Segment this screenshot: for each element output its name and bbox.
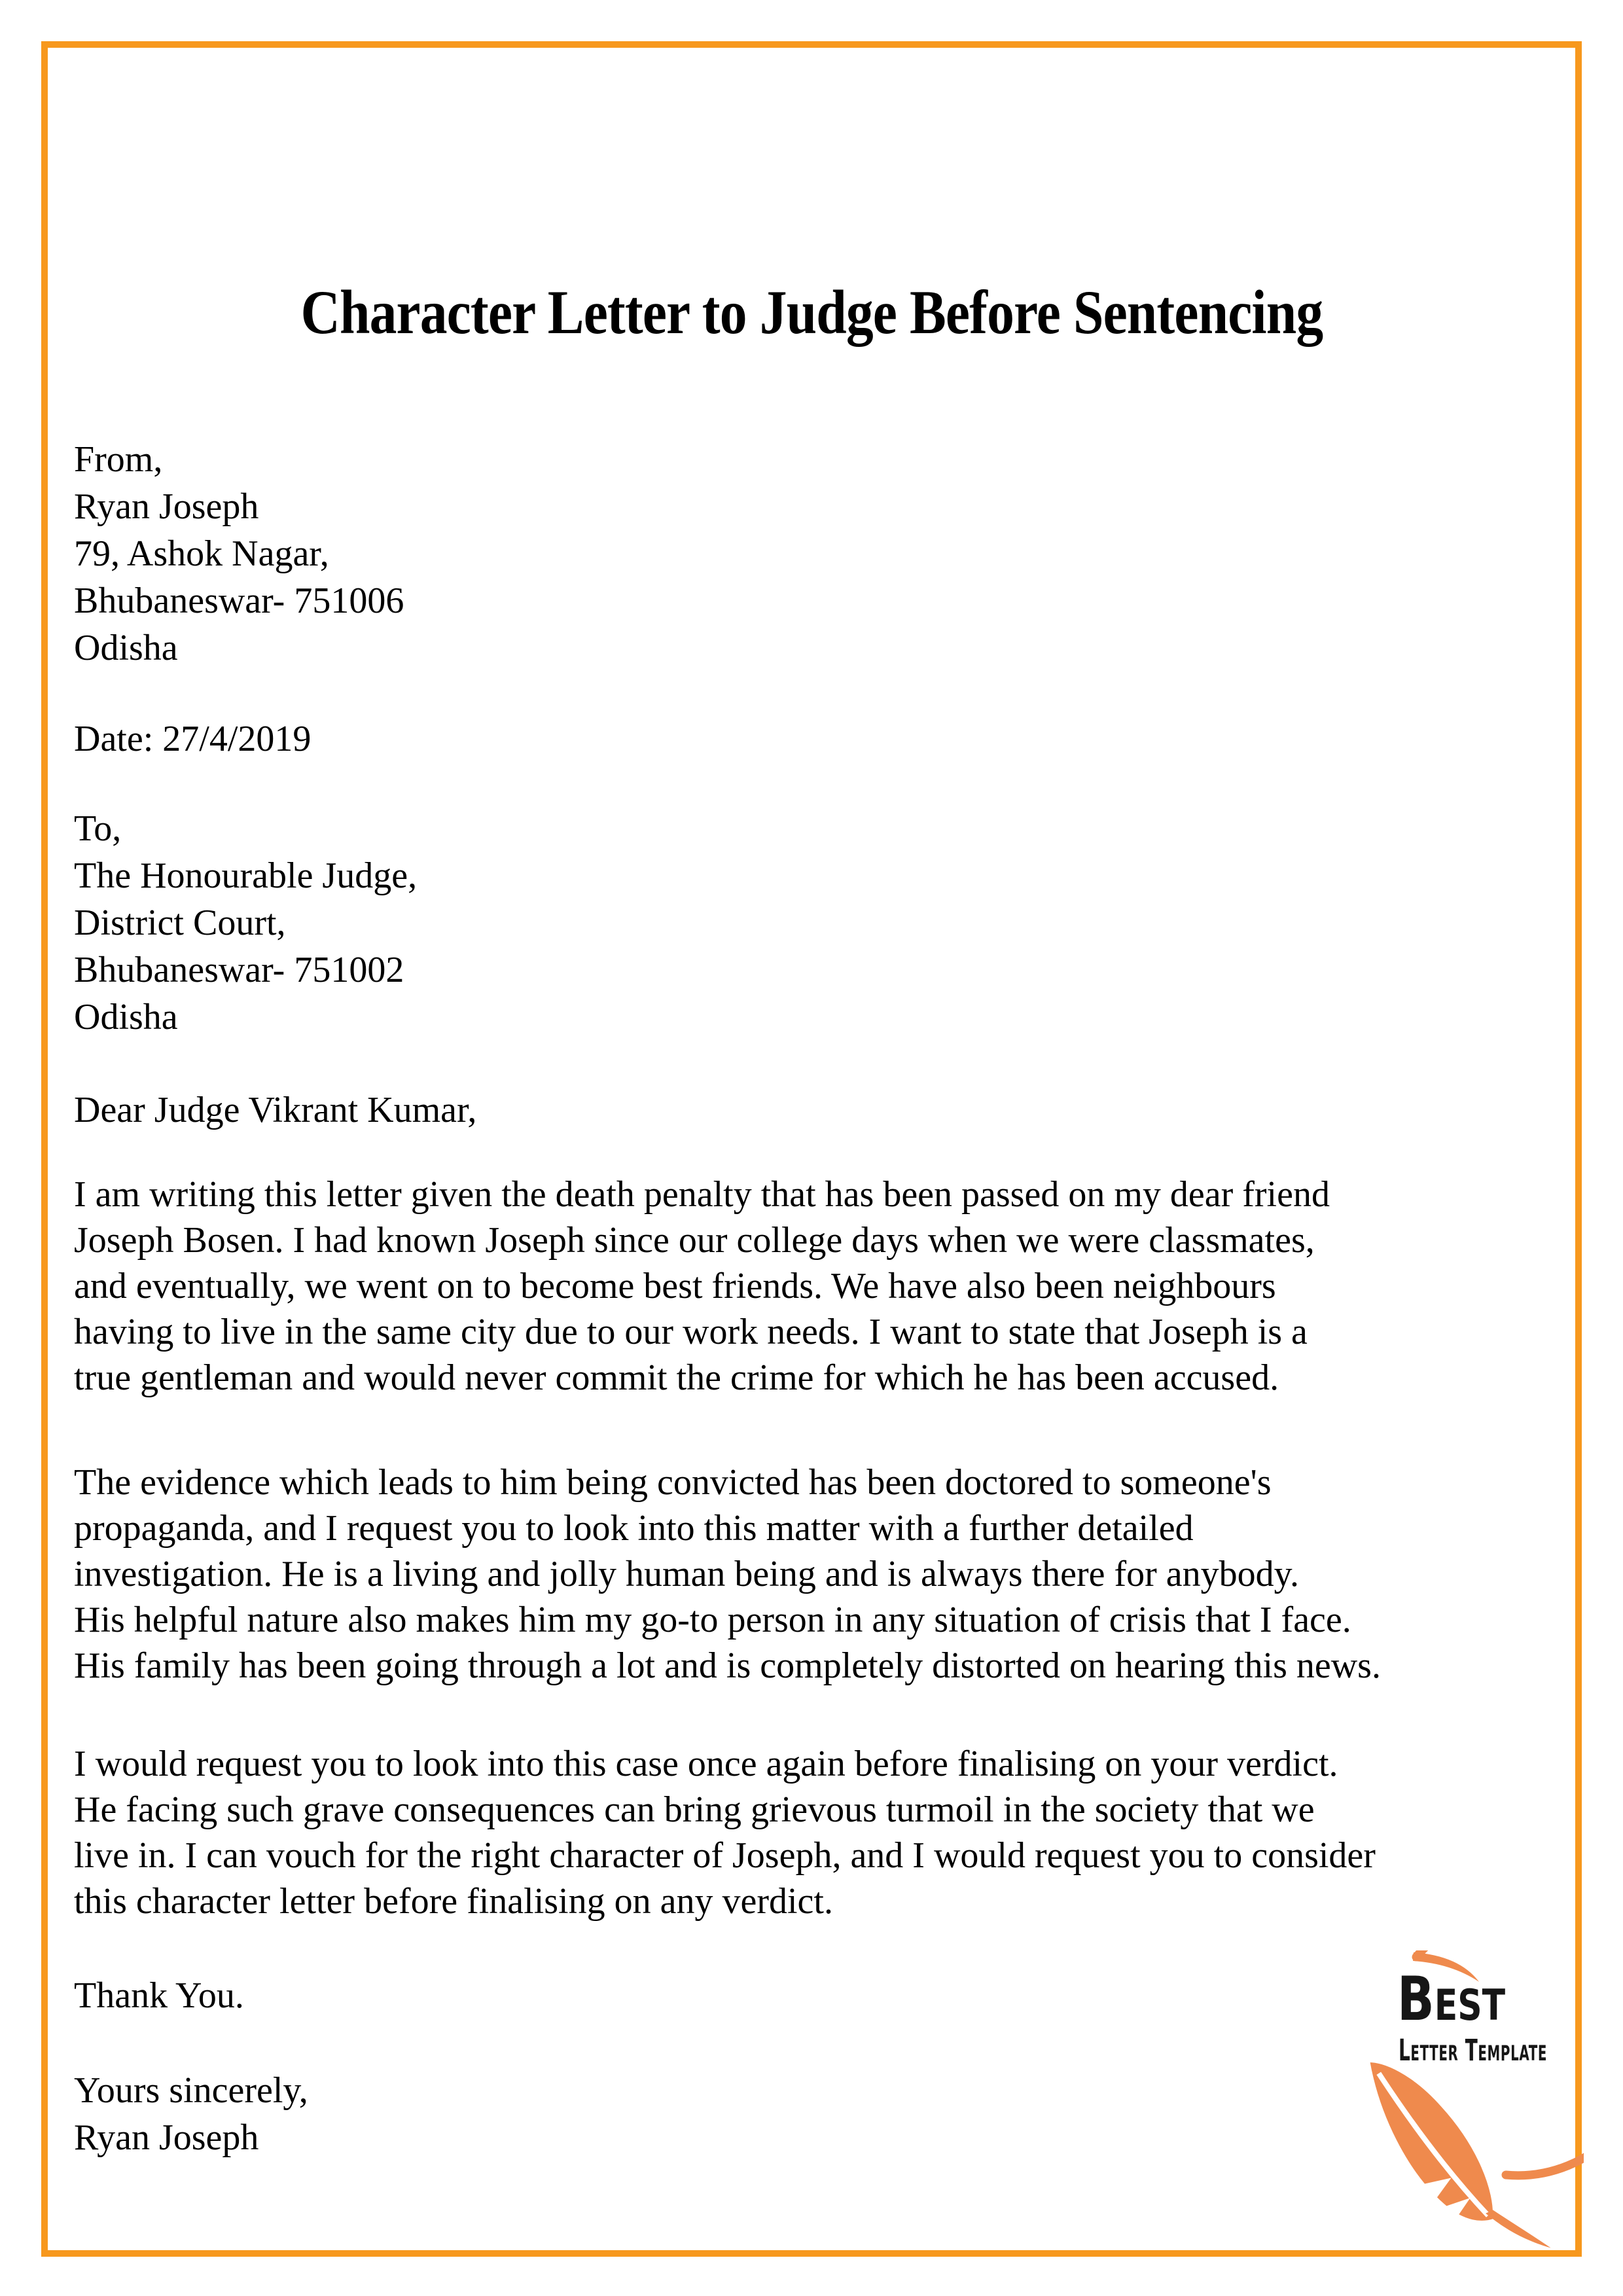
paragraph-line: live in. I can vouch for the right character of Joseph, and I would request you to consider: [74, 1835, 1376, 1876]
paragraph-line: true gentleman and would never commit the crime for which he has been accused.: [74, 1357, 1279, 1398]
paragraph-line: He facing such grave consequences can bring grievous turmoil in the society that we: [74, 1789, 1315, 1830]
paragraph-line: investigation. He is a living and jolly human being and is always there for anybody.: [74, 1554, 1299, 1594]
to-line: Odisha: [74, 997, 178, 1037]
paragraph-line: I am writing this letter given the death penalty that has been passed on my dear friend: [74, 1174, 1330, 1215]
to-line: The Honourable Judge,: [74, 855, 418, 896]
body-paragraph-1: [74, 1172, 1540, 1401]
to-line: To,: [74, 808, 122, 849]
page-border-frame: [41, 41, 1582, 2257]
from-line: 79, Ashok Nagar,: [74, 533, 329, 574]
body-paragraph-3: [74, 1741, 1540, 1924]
to-line: District Court,: [74, 903, 286, 943]
logo-title: Best: [1397, 1964, 1506, 2034]
page-title-text: Character Letter to Judge Before Sentencing: [300, 278, 1323, 347]
paragraph-line: I would request you to look into this case once again before finalising on your verdict.: [74, 1744, 1338, 1784]
closing-phrase: Yours sincerely,: [74, 2070, 308, 2111]
from-line: From,: [74, 439, 163, 480]
salutation: Dear Judge Vikrant Kumar,: [74, 1090, 477, 1130]
from-address-block: [74, 436, 404, 672]
paragraph-line: The evidence which leads to him being convicted has been doctored to someone's: [74, 1462, 1272, 1503]
signature-block: [74, 2067, 308, 2161]
from-line: Odisha: [74, 628, 178, 668]
to-line: Bhubaneswar- 751002: [74, 950, 404, 990]
paragraph-line: having to live in the same city due to our work needs. I want to state that Joseph is a: [74, 1312, 1308, 1352]
page-title: [0, 278, 1623, 347]
body-paragraph-2: [74, 1460, 1540, 1689]
feather-shape: [1341, 2041, 1554, 2251]
brand-logo: [1263, 1950, 1584, 2251]
thank-you-line: Thank You.: [74, 1975, 244, 2016]
from-line: Ryan Joseph: [74, 486, 259, 527]
paragraph-line: propaganda, and I request you to look into this matter with a further detailed: [74, 1508, 1194, 1549]
signature-name: Ryan Joseph: [74, 2117, 259, 2158]
to-address-block: [74, 805, 417, 1041]
paragraph-line: Joseph Bosen. I had known Joseph since our college days when we were classmates,: [74, 1220, 1315, 1261]
logo-subtitle: Letter Template: [1399, 2033, 1548, 2068]
paragraph-line: His helpful nature also makes him my go-to person in any situation of crisis that I face.: [74, 1600, 1351, 1640]
date-line: Date: 27/4/2019: [74, 719, 312, 759]
paragraph-line: and eventually, we went on to become best friends. We have also been neighbours: [74, 1266, 1276, 1306]
paragraph-line: His family has been going through a lot and is completely distorted on hearing this news.: [74, 1645, 1381, 1686]
paragraph-line: this character letter before finalising on any verdict.: [74, 1881, 833, 1922]
from-line: Bhubaneswar- 751006: [74, 581, 404, 621]
